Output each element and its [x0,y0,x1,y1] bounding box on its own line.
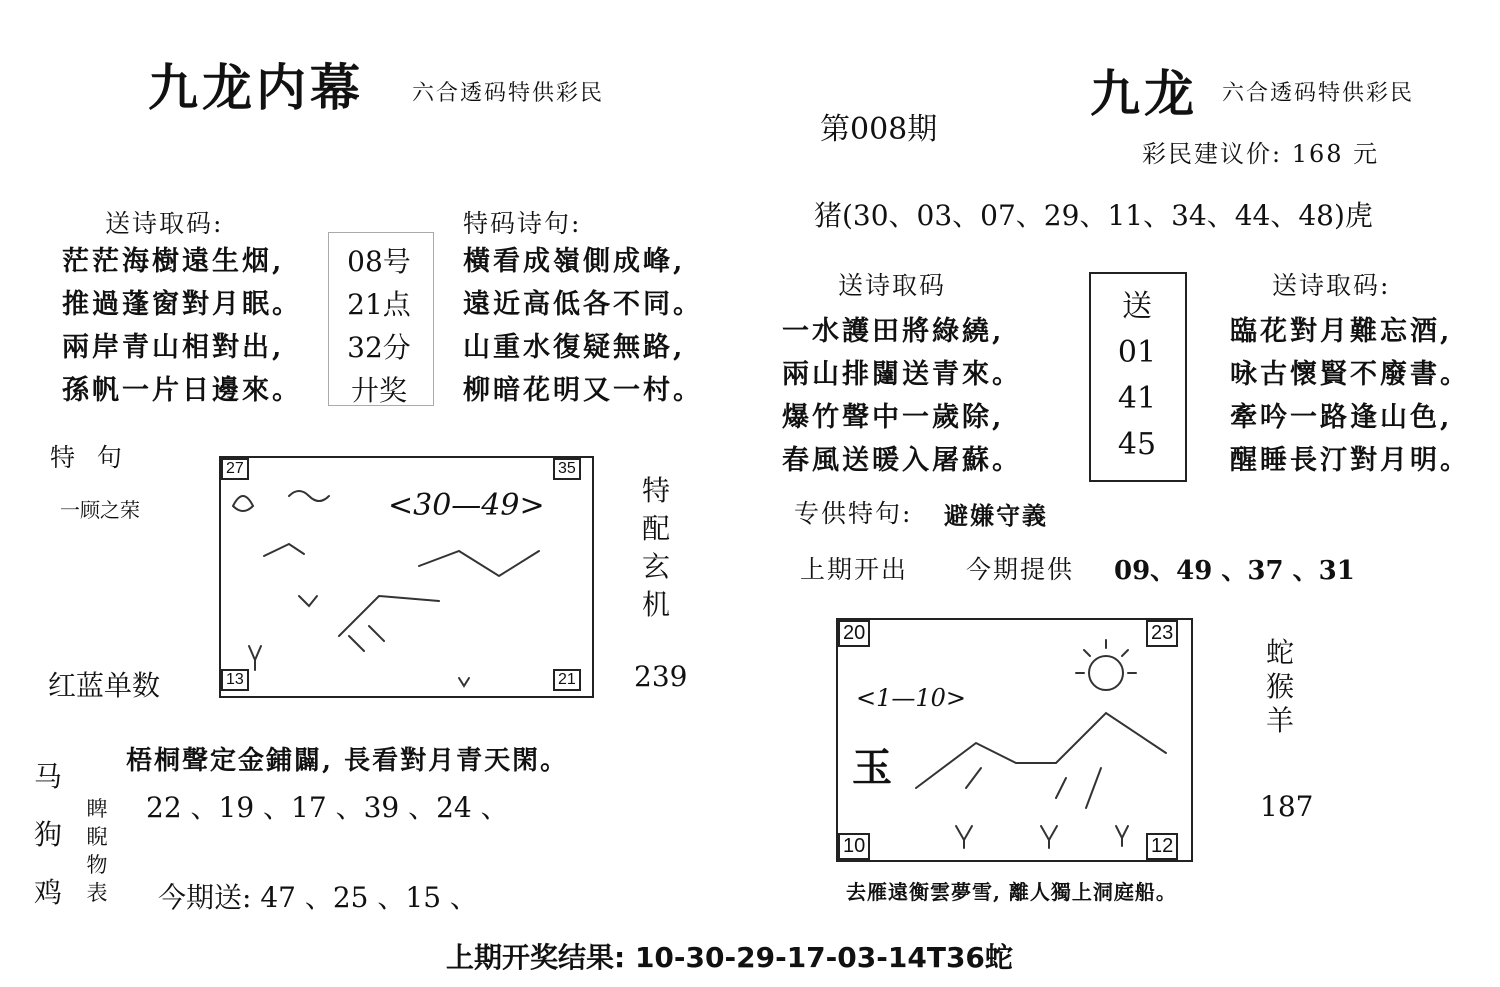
draw-info [347,240,411,412]
corner-number-bl: 13 [221,669,249,691]
vertical-char: 玄 [641,550,670,583]
left-send-row: 今期送: 47 、25 、15 、 [158,881,478,914]
special-phrase: 一顾之荣 [60,498,140,522]
corner-number-tl: 20 [838,620,870,647]
poem-line: 臨花對月難忘酒, [1230,316,1453,347]
poem-line: 茫茫海樹遠生烟, [62,246,285,277]
last-draw-result: 上期开奖结果: 10-30-29-17-03-14T36蛇 [446,941,1013,974]
right-subtitle: 六合透码特供彩民 [1222,81,1415,106]
poem-line: 春風送暖入屠蘇。 [782,445,1022,476]
left-numbers-row: 22 、19 、17 、39 、24 、 [146,791,509,824]
table-label [84,795,110,907]
corner-number-br: 21 [553,669,581,691]
animal-char: 狗 [33,818,62,851]
left-side-vertical [636,472,676,624]
poem-line: 遠近高低各不同。 [463,289,703,320]
table-label-char: 睥 [86,797,108,821]
right-caption: 去雁遠衡雲夢雪, 離人獨上洞庭船。 [846,880,1177,904]
table-label-char: 物 [86,853,108,877]
vertical-char: 猴 [1265,670,1294,703]
left-poem-header: 送诗取码: [105,209,224,238]
left-riddle: 梧桐聲定金鋪闢, 長看對月青天閑。 [126,746,569,776]
poem-line: 醒睡長汀對月明。 [1230,445,1470,476]
left-title: 九龙内幕 [148,58,364,117]
offer-numbers: 09、49 、37 、31 [1114,556,1355,586]
send-box-line: 45 [1117,427,1157,462]
draw-info-line: 廾奖 [350,374,407,407]
poem-line: 牽吟一路逢山色, [1230,402,1453,433]
animal-char: 鸡 [33,876,62,909]
left-subtitle: 六合透码特供彩民 [412,81,605,106]
poem-line: 爆竹聲中一歲除, [782,402,1005,433]
poem-line: 橫看成嶺側成峰, [463,246,686,277]
price: 彩民建议价: 168 元 [1142,140,1380,168]
draw-info-line: 32分 [347,331,411,364]
send-box-line: 01 [1117,335,1157,370]
vertical-char: 配 [641,512,670,545]
left-sketch-text: <30—49> [388,488,545,523]
draw-info-line: 21点 [347,288,411,321]
send-box-line: 送 [1122,289,1152,324]
animal-char: 马 [33,760,62,793]
poem-line: 山重水復疑無路, [463,332,686,363]
corner-number-br: 12 [1146,833,1178,860]
animals-vertical [30,748,66,922]
corner-number-bl: 10 [838,833,870,860]
left-special-poem [463,240,703,412]
right-poem [782,310,1022,482]
table-label-char: 表 [86,881,108,905]
right-sketch-drawing [836,618,1191,860]
poem-line: 咏古懷賢不廢書。 [1230,359,1470,390]
last-label: 上期开出 [800,555,909,584]
right-poem2 [1230,310,1470,482]
right-poem2-header: 送诗取码: [1272,271,1391,300]
table-label-char: 睨 [86,825,108,849]
send-box-content [1089,284,1185,468]
special-phrase-label: 特 句 [50,443,124,472]
right-side-vertical [1262,636,1298,738]
vertical-char: 羊 [1265,704,1294,737]
right-sketch-char: 玉 [852,744,892,791]
red-blue-label: 红蓝单数 [48,669,161,702]
right-title: 九龙 [1090,64,1198,123]
offer-label: 今期提供 [966,555,1075,584]
left-side-number: 239 [634,660,688,693]
draw-info-line: 08号 [347,245,411,278]
corner-number-tr: 23 [1146,620,1178,647]
corner-number-tl: 27 [221,458,249,480]
right-side-number: 187 [1260,790,1314,823]
left-special-poem-header: 特码诗句: [463,209,582,238]
poem-line: 兩山排闥送青來。 [782,359,1022,390]
poem-line: 一水護田將綠繞, [782,316,1005,347]
poem-line: 兩岸青山相對出, [62,332,285,363]
vertical-char: 特 [641,474,670,507]
issue-number: 第008期 [820,112,938,147]
vertical-char: 机 [641,588,670,621]
send-box-line: 41 [1117,381,1157,416]
corner-number-tr: 35 [553,458,581,480]
poem-line: 孫帆一片日邊來。 [62,375,302,406]
left-sketch-drawing [219,456,592,696]
zodiac-numbers: 猪(30、03、07、29、11、34、44、48)虎 [814,199,1373,232]
right-poem-header: 送诗取码 [838,271,947,300]
left-poem [62,240,302,412]
right-special-phrase: 避嫌守義 [944,501,1048,530]
poem-line: 推過蓬窗對月眠。 [62,289,302,320]
right-special-label: 专供特句: [794,499,913,528]
poem-line: 柳暗花明又一村。 [463,375,703,406]
vertical-char: 蛇 [1265,636,1294,669]
right-sketch-text: <1—10> [856,684,967,712]
